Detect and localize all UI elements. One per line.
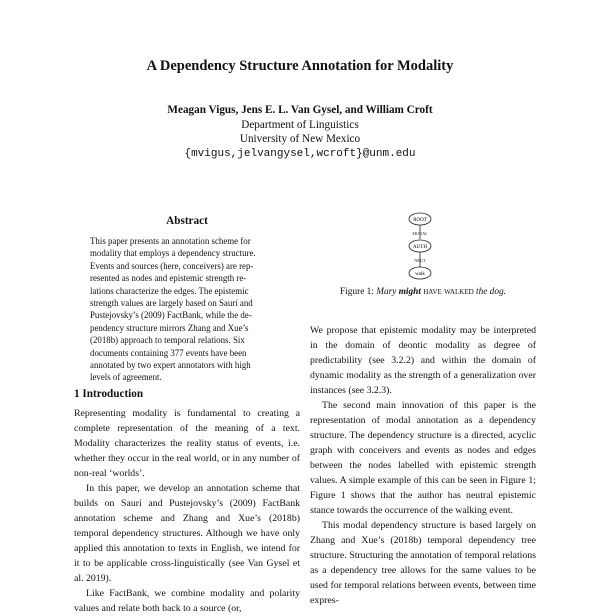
abstract-body (90, 235, 284, 384)
abstract-line: strength values are largely based on Saurí and (90, 298, 253, 309)
caption-word-bold: might (398, 287, 421, 297)
abstract-line: resented as nodes and epistemic strength re- (90, 273, 247, 284)
right-column-body (310, 323, 536, 608)
edge-label-neut: NEUT (414, 258, 426, 263)
abstract-line: lations characterize the edges. The epistemic (90, 285, 249, 296)
edge-label-modal: MODAL (412, 231, 428, 236)
node-root-label: ROOT (413, 218, 427, 223)
section-heading-introduction: 1 Introduction (74, 388, 144, 400)
author-emails: {mvigus,jelvangysel,wcroft}@unm.edu (184, 148, 416, 160)
paper-title: A Dependency Structure Annotation for Modality (146, 58, 454, 74)
abstract-heading: Abstract (166, 215, 208, 227)
node-author-label: AUTH (413, 245, 427, 250)
right-paragraph-2: The second main innovation of this paper is the representation of modal annotation as a dependency structure. The dependency structure is a directed, acyclic graph with conceivers and events as nodes and edges between the nodes labelled with epistemic strength values. A simple example of this can be seen in Figure 1; Figure 1 shows that the author has neutral epistemic stance towards the occurrence of the walking event. (310, 400, 536, 516)
caption-word-smallcaps: have walked (423, 287, 474, 297)
intro-paragraph-1: Representing modality is fundamental to creating a complete representation of the meaning of a text. Modality characterizes the reality status of events, i.e. whether they occur in the real world, or in any number of non-real ‘worlds’. (74, 408, 300, 479)
department: Department of Linguistics (241, 119, 359, 131)
intro-paragraph-2: In this paper, we develop an annotation scheme that builds on Saurí and Pustejovsky’s (2009) FactBank annotation scheme and Zhang and Xue’s (2018b) temporal dependency structures. Although we have only applied this annotation to texts in English, we intend for it to be applicable cross-linguistically (see Van Gysel et al. 2019). (74, 483, 300, 584)
abstract-line: documents containing 377 events have been (90, 347, 247, 358)
caption-label: Figure 1: (340, 287, 374, 297)
author-list: Meagan Vigus, Jens E. L. Van Gysel, and William Croft (167, 104, 433, 116)
abstract-line: This paper presents an annotation scheme for (90, 236, 251, 246)
intro-paragraph-3: Like FactBank, we combine modality and polarity values and relate both back to a source (or, (74, 588, 300, 614)
left-column-body (74, 406, 300, 616)
node-walk-label: walk (415, 272, 425, 277)
caption-word: the dog. (475, 287, 506, 297)
right-paragraph-3: This modal dependency structure is based largely on Zhang and Xue’s (2018b) temporal dependency tree structure. Structuring the annotation of temporal relations as a dependency tree allows for the same values to be used for temporal relations between events, between time expres- (310, 520, 536, 606)
abstract-line: annotated by two expert annotators with high (90, 360, 251, 371)
right-paragraph-1: We propose that epistemic modality may be interpreted in the domain of deontic modality as degree of predictability (see 3.2.2) and within the domain of dynamic modality as the strength of a generalization over instances (see 3.2.3). (310, 325, 536, 396)
abstract-line: Events and sources (here, conceivers) are rep- (90, 260, 254, 271)
university: University of New Mexico (239, 133, 361, 145)
abstract-line: Pustejovsky’s (2009) FactBank, while the de- (90, 310, 252, 321)
abstract-line: pendency structure mirrors Zhang and Xue’s (90, 322, 249, 333)
dependency-figure (390, 210, 450, 282)
figure-caption (310, 287, 536, 297)
abstract-line: levels of agreement. (90, 372, 162, 383)
abstract-line: (2018b) approach to temporal relations. Six (90, 335, 245, 346)
caption-word: Mary (376, 287, 397, 297)
abstract-line: modality that employs a dependency structure. (90, 248, 256, 259)
